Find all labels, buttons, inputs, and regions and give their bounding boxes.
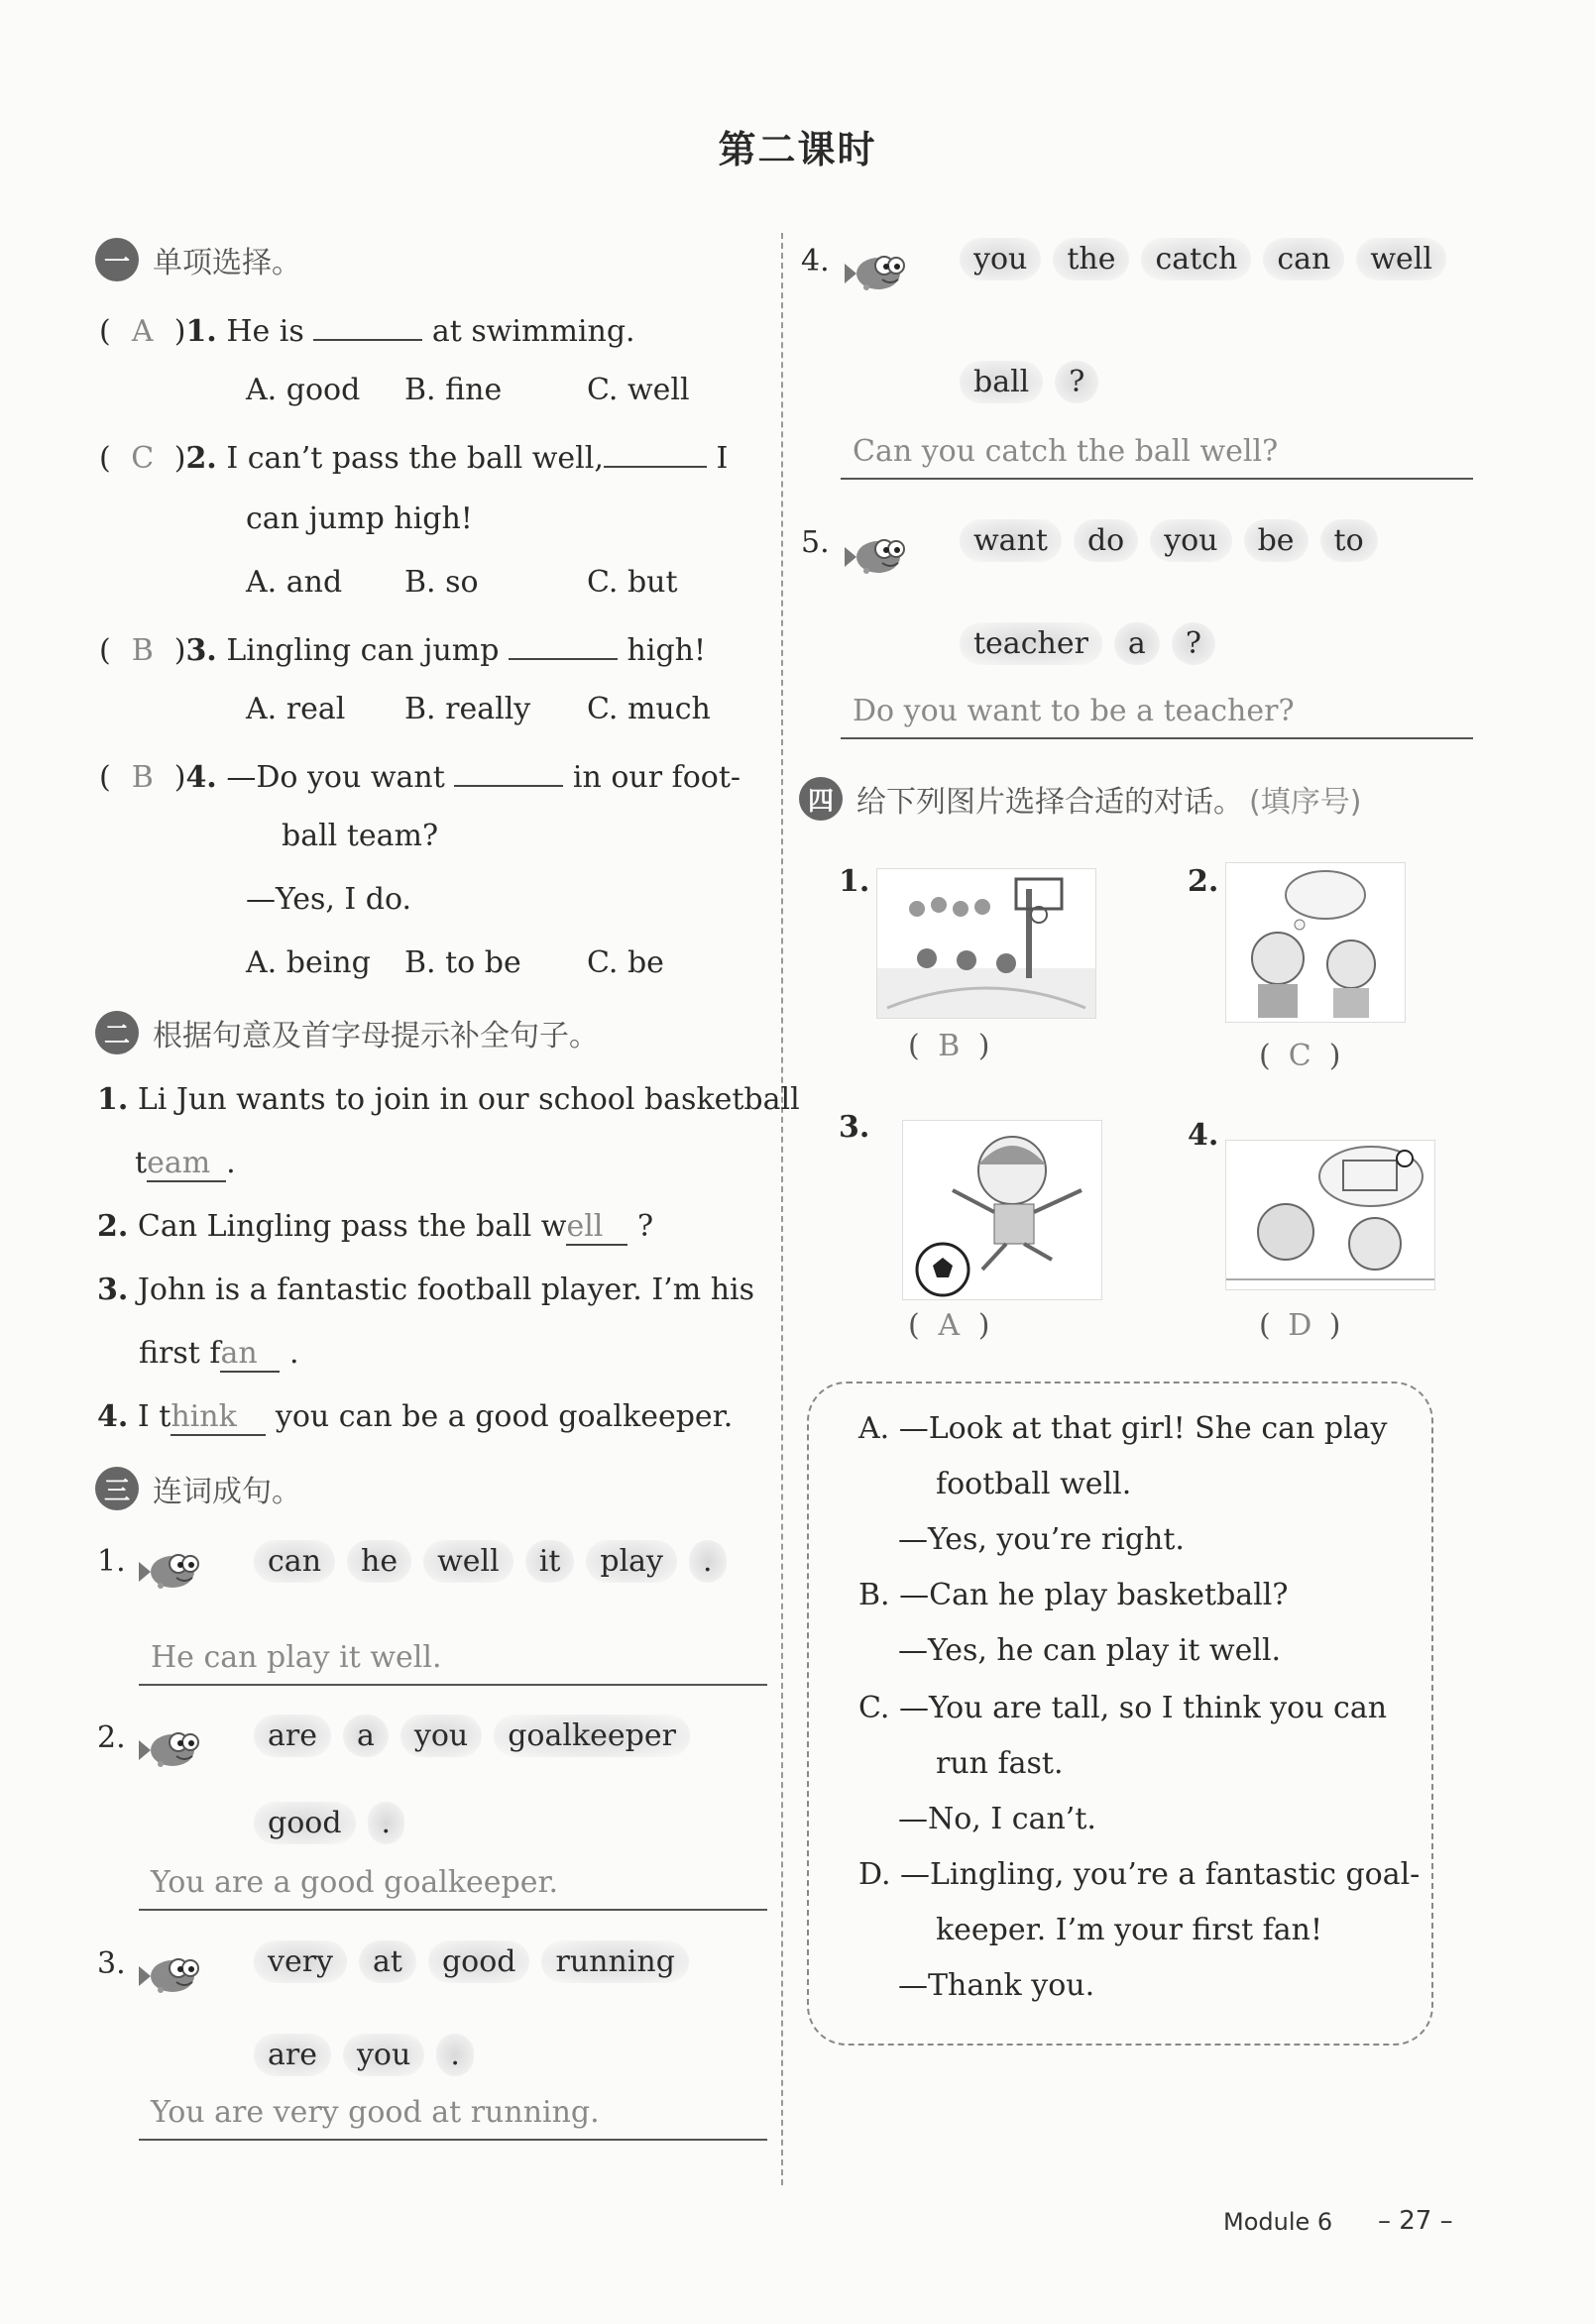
word-card: running: [541, 1940, 688, 1983]
section-title: 单项选择。: [153, 246, 301, 280]
option-a: A. —Look at that girl! She can play: [858, 1411, 1388, 1446]
option: A. and: [246, 565, 343, 600]
word-card: teacher: [960, 622, 1102, 665]
q2-line: ( C )2. I can’t pass the ball well, I: [99, 436, 728, 476]
punct: .: [289, 1336, 299, 1371]
q3-line: ( B )3. Lingling can jump high!: [99, 628, 706, 668]
fish-mascot-icon: [845, 531, 908, 579]
section-title: 根据句意及首字母提示补全句子。: [153, 1019, 599, 1053]
word-card: .: [368, 1802, 405, 1844]
word-card: catch: [1141, 238, 1251, 280]
q4-line: ( B )4. —Do you want in our foot-: [99, 755, 741, 795]
word-card: goalkeeper: [494, 1715, 690, 1757]
answer: A: [938, 1308, 961, 1343]
punct: ?: [637, 1209, 654, 1244]
kids-thinking-icon: [1225, 862, 1406, 1023]
option: B. fine: [404, 373, 503, 407]
question-text: —Do you want: [226, 760, 445, 795]
s3-fill: [139, 1336, 299, 1373]
option-a: —Yes, you’re right.: [898, 1522, 1185, 1557]
section-title: 连词成句。: [153, 1475, 301, 1509]
word-card: .: [689, 1540, 727, 1583]
q2-options: [246, 565, 678, 600]
word-card: ?: [1172, 622, 1215, 665]
fish-mascot-icon: [845, 248, 908, 295]
question-number: 4.: [801, 244, 830, 278]
word-cards: [254, 1540, 727, 1583]
q1-line: ( A )1. He is at swimming.: [99, 309, 635, 349]
answer: B: [131, 633, 154, 668]
question-number: 3.: [185, 633, 217, 668]
word-cards: [254, 1940, 689, 1983]
word-card: do: [1074, 519, 1138, 562]
option-d: —Thank you.: [898, 1968, 1095, 2003]
hint-letter: t: [135, 1146, 148, 1180]
option: A. being: [246, 945, 371, 980]
picture-answer: ( A ): [908, 1308, 990, 1343]
page-number: – 27 –: [1378, 2206, 1453, 2236]
option-d: D. —Lingling, you’re a fantastic goal-: [858, 1857, 1421, 1892]
option-c: C. —You are tall, so I think you can: [858, 1691, 1388, 1725]
section-badge: 四: [799, 777, 843, 821]
module-label: Module 6: [1223, 2208, 1333, 2236]
word-card: you: [400, 1715, 482, 1757]
question-text: Lingling can jump: [226, 633, 500, 668]
s1-line: [97, 1082, 800, 1117]
word-card: very: [254, 1940, 347, 1983]
option: A. real: [246, 692, 346, 726]
option-d: keeper. I’m your first fan!: [936, 1913, 1323, 1947]
word-card: he: [347, 1540, 411, 1583]
word-card: play: [586, 1540, 677, 1583]
option: B. really: [404, 692, 531, 726]
option: C. much: [587, 692, 711, 726]
word-card: good: [428, 1940, 530, 1983]
question-text: ball team?: [282, 819, 439, 853]
word-card: at: [359, 1940, 416, 1983]
option: A. good: [246, 373, 361, 407]
punct: .: [226, 1146, 236, 1180]
answer-line: You are very good at running.: [139, 2095, 767, 2141]
hint-letter: I t: [137, 1399, 171, 1434]
answer: B: [131, 760, 154, 795]
question-text: He is: [226, 314, 304, 349]
blank: [454, 755, 563, 787]
answer: A: [131, 314, 154, 349]
goalkeeper-thought-icon: [1225, 1140, 1435, 1290]
page-title: 第二课时: [718, 128, 877, 171]
word-card: it: [525, 1540, 575, 1583]
word-cards: [254, 1715, 690, 1757]
option-b: B. —Can he play basketball?: [858, 1578, 1289, 1612]
blank: [604, 436, 707, 468]
question-number: 1.: [97, 1544, 126, 1579]
option-c: —No, I can’t.: [898, 1802, 1096, 1836]
question-number: 2.: [97, 1209, 129, 1244]
word-card: the: [1053, 238, 1129, 280]
picture-answer: ( B ): [908, 1029, 990, 1063]
option: C. well: [587, 373, 690, 407]
picture-number: 2.: [1188, 864, 1219, 899]
answer-line: You are a good goalkeeper.: [139, 1865, 767, 1911]
word-card: are: [254, 2034, 331, 2076]
word-card: are: [254, 1715, 331, 1757]
word-card: you: [960, 238, 1041, 280]
section-title: 给下列图片选择合适的对话。: [856, 785, 1243, 820]
word-card: a: [1114, 622, 1160, 665]
filled-answer: hink: [171, 1399, 266, 1436]
answer-line: Can you catch the ball well?: [841, 434, 1473, 480]
question-text: can jump high!: [246, 501, 473, 536]
word-card: can: [254, 1540, 335, 1583]
question-text: John is a fantastic football player. I’m his: [137, 1273, 755, 1307]
word-card: well: [423, 1540, 513, 1583]
answer: B: [938, 1029, 961, 1063]
option-a: football well.: [936, 1467, 1132, 1501]
word-card: a: [343, 1715, 389, 1757]
question-number: 1.: [97, 1082, 129, 1117]
q1-options: [246, 373, 690, 407]
option: B. to be: [404, 945, 521, 980]
question-number: 4.: [97, 1399, 129, 1434]
hint-letter: first f: [139, 1336, 221, 1371]
picture-number: 1.: [839, 864, 870, 899]
answer: C: [1288, 1039, 1311, 1073]
blank: [313, 309, 422, 341]
question-number: 2.: [97, 1720, 126, 1755]
s4-line: [97, 1399, 733, 1436]
section-3-heading: [95, 1467, 301, 1510]
picture-answer: ( D ): [1259, 1308, 1341, 1343]
filled-answer: eam: [147, 1146, 226, 1182]
fish-mascot-icon: [139, 1546, 202, 1594]
section-2-heading: [95, 1011, 599, 1054]
question-number: 4.: [185, 760, 217, 795]
girl-kicking-ball-icon: [902, 1120, 1102, 1300]
fish-mascot-icon: [139, 1724, 202, 1772]
answer: C: [131, 441, 155, 476]
answer-line: Do you want to be a teacher?: [841, 694, 1473, 739]
picture-answer: ( C ): [1259, 1039, 1341, 1073]
word-card: be: [1244, 519, 1309, 562]
question-text: —Yes, I do.: [246, 882, 412, 917]
s2-line: [97, 1209, 653, 1246]
word-cards: [254, 2034, 474, 2076]
word-cards: [960, 238, 1446, 280]
question-number: 3.: [97, 1273, 129, 1307]
blank: [509, 628, 618, 660]
section-4-heading: [799, 777, 1361, 821]
question-text: high!: [627, 633, 707, 668]
question-number: 2.: [185, 441, 217, 476]
question-text: I: [716, 441, 729, 476]
basketball-scene-icon: [876, 868, 1096, 1019]
word-cards: [960, 519, 1378, 562]
picture-number: 3.: [839, 1110, 870, 1145]
question-text: Li Jun wants to join in our school basketball: [137, 1082, 800, 1117]
word-card: you: [1150, 519, 1231, 562]
answer: D: [1288, 1308, 1312, 1343]
question-text: Can Lingling pass the ball w: [137, 1209, 567, 1244]
question-number: 5.: [801, 525, 830, 560]
s3-line: [97, 1273, 754, 1307]
filled-answer: ell: [566, 1209, 627, 1246]
option: C. be: [587, 945, 664, 980]
q3-options: [246, 692, 711, 726]
word-cards: [254, 1802, 404, 1844]
s1-fill: [135, 1146, 236, 1182]
filled-answer: an: [220, 1336, 280, 1373]
section-hint: (填序号): [1249, 785, 1362, 820]
question-text: I can’t pass the ball well,: [226, 441, 604, 476]
word-cards: [960, 361, 1098, 403]
section-1-heading: [95, 238, 301, 281]
answer-line: He can play it well.: [139, 1640, 767, 1686]
word-cards: [960, 622, 1215, 665]
word-card: well: [1356, 238, 1446, 280]
section-badge: 三: [95, 1467, 139, 1510]
word-card: you: [343, 2034, 424, 2076]
option: C. but: [587, 565, 678, 600]
word-card: want: [960, 519, 1062, 562]
section-badge: 二: [95, 1011, 139, 1054]
word-card: ?: [1055, 361, 1098, 403]
section-badge: 一: [95, 238, 139, 281]
word-card: ball: [960, 361, 1043, 403]
option-b: —Yes, he can play it well.: [898, 1633, 1282, 1668]
column-divider: [781, 233, 783, 2185]
fish-mascot-icon: [139, 1950, 202, 1998]
question-text: at swimming.: [431, 314, 635, 349]
option-c: run fast.: [936, 1746, 1064, 1781]
question-text: you can be a good goalkeeper.: [275, 1399, 734, 1434]
question-number: 1.: [185, 314, 217, 349]
word-card: to: [1320, 519, 1378, 562]
picture-number: 4.: [1188, 1118, 1219, 1153]
question-text: in our foot-: [572, 760, 741, 795]
word-card: can: [1263, 238, 1344, 280]
option: B. so: [404, 565, 479, 600]
word-card: good: [254, 1802, 356, 1844]
question-number: 3.: [97, 1946, 126, 1981]
word-card: .: [436, 2034, 474, 2076]
q4-options: [246, 945, 664, 980]
